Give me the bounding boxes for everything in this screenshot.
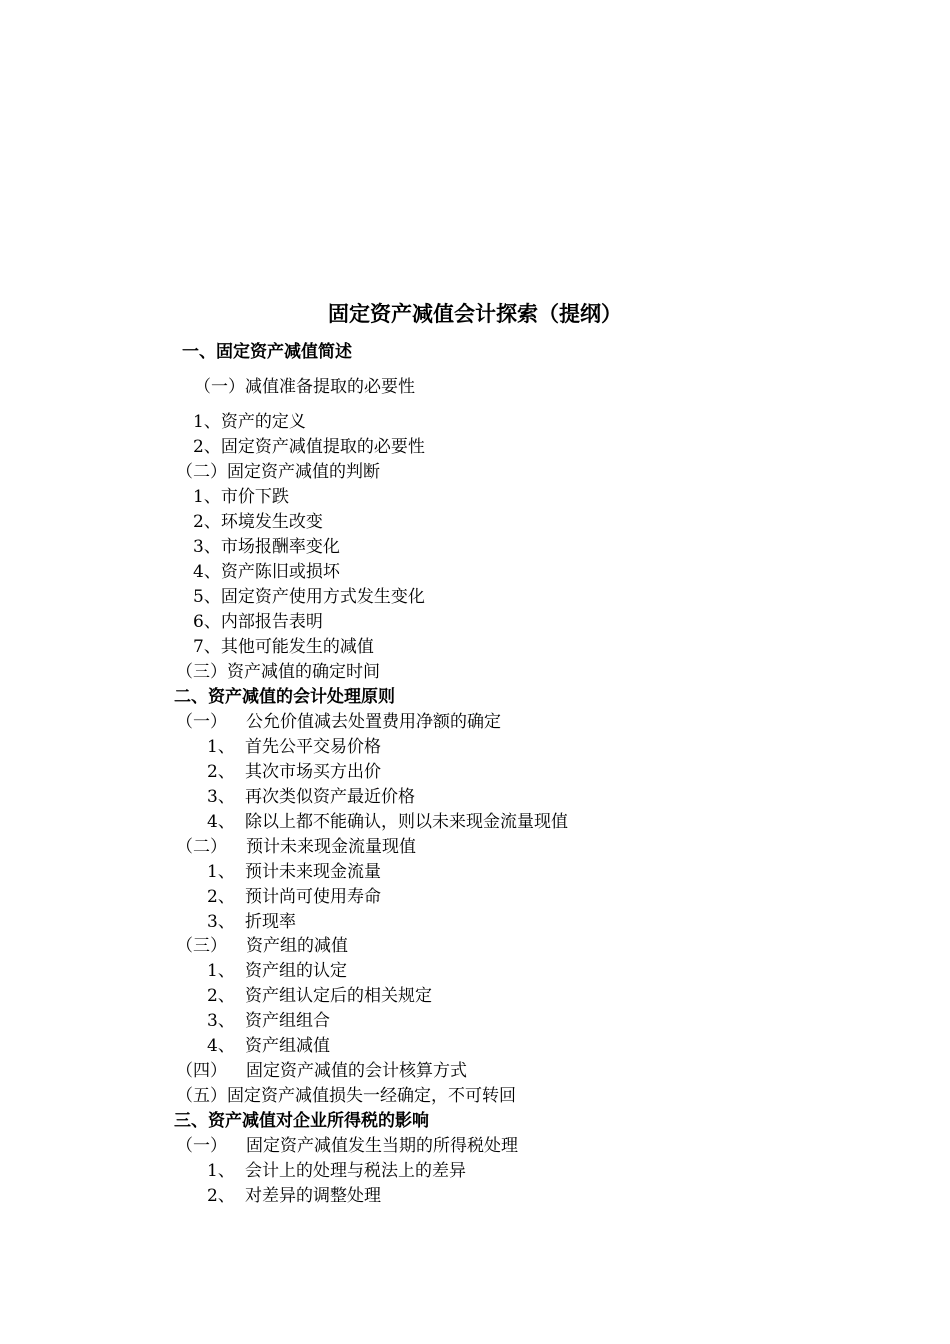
section-2-sub-3-item xyxy=(207,1009,330,1033)
section-1-heading: 一、固定资产减值简述 xyxy=(182,342,352,362)
item-text: 首先公平交易价格 xyxy=(245,737,381,757)
item-number: 2、 xyxy=(207,1186,235,1206)
section-1-sub-1-item: 2、固定资产减值提取的必要性 xyxy=(193,437,425,457)
section-2-sub-3 xyxy=(176,934,348,958)
sub-number: （三） xyxy=(176,936,227,956)
item-number: 1、 xyxy=(207,737,235,757)
item-text: 其次市场买方出价 xyxy=(245,762,381,782)
item-number: 2、 xyxy=(207,762,235,782)
item-number: 2、 xyxy=(207,887,235,907)
sub-number: （四） xyxy=(176,1061,227,1081)
section-2-heading: 二、资产减值的会计处理原则 xyxy=(174,687,395,707)
item-number: 4、 xyxy=(207,812,235,832)
section-2-sub-2-item xyxy=(207,860,381,884)
item-number: 3、 xyxy=(207,912,235,932)
item-text: 会计上的处理与税法上的差异 xyxy=(245,1161,466,1181)
section-2-sub-1-item xyxy=(207,735,381,759)
item-text: 再次类似资产最近价格 xyxy=(245,787,415,807)
item-text: 除以上都不能确认，则以未来现金流量现值 xyxy=(245,812,568,832)
sub-number: （一） xyxy=(176,1136,227,1156)
item-text: 预计尚可使用寿命 xyxy=(245,887,381,907)
sub-text: 公允价值减去处置费用净额的确定 xyxy=(246,712,501,732)
item-number: 1、 xyxy=(207,1161,235,1181)
section-1-sub-2-item: 4、资产陈旧或损坏 xyxy=(193,562,340,582)
item-text: 资产组减值 xyxy=(245,1036,330,1056)
item-number: 3、 xyxy=(207,787,235,807)
section-2-sub-2-item xyxy=(207,910,296,934)
sub-text: 资产组的减值 xyxy=(246,936,348,956)
item-text: 折现率 xyxy=(245,912,296,932)
document-title: 固定资产减值会计探索（提纲） xyxy=(328,301,622,326)
item-number: 2、 xyxy=(207,986,235,1006)
sub-number: （二） xyxy=(176,837,227,857)
section-1-sub-2: （二）固定资产减值的判断 xyxy=(176,462,380,482)
item-number: 1、 xyxy=(207,862,235,882)
section-1-sub-1-item: 1、资产的定义 xyxy=(193,412,306,432)
section-2-sub-2 xyxy=(176,835,416,859)
sub-text: 预计未来现金流量现值 xyxy=(246,837,416,857)
section-1-sub-2-item: 3、市场报酬率变化 xyxy=(193,537,340,557)
section-2-sub-1-item xyxy=(207,810,568,834)
section-1-sub-2-item: 5、固定资产使用方式发生变化 xyxy=(193,587,425,607)
item-text: 资产组组合 xyxy=(245,1011,330,1031)
section-1-sub-2-item: 2、环境发生改变 xyxy=(193,512,323,532)
section-1-sub-2-item: 1、市价下跌 xyxy=(193,487,289,507)
sub-text: 固定资产减值的会计核算方式 xyxy=(246,1061,467,1081)
section-3-sub-1-item xyxy=(207,1159,466,1183)
section-2-sub-1-item xyxy=(207,785,415,809)
section-1-sub-3: （三）资产减值的确定时间 xyxy=(176,662,380,682)
section-2-sub-3-item xyxy=(207,984,432,1008)
item-text: 资产组的认定 xyxy=(245,961,347,981)
item-text: 资产组认定后的相关规定 xyxy=(245,986,432,1006)
sub-text: 固定资产减值发生当期的所得税处理 xyxy=(246,1136,518,1156)
item-number: 3、 xyxy=(207,1011,235,1031)
section-2-sub-1-item xyxy=(207,760,381,784)
item-number: 4、 xyxy=(207,1036,235,1056)
item-text: 对差异的调整处理 xyxy=(245,1186,381,1206)
section-1-sub-1: （一）减值准备提取的必要性 xyxy=(194,377,415,397)
section-2-sub-1 xyxy=(176,710,501,734)
item-text: 预计未来现金流量 xyxy=(245,862,381,882)
sub-number: （一） xyxy=(176,712,227,732)
section-1-sub-2-item: 6、内部报告表明 xyxy=(193,612,323,632)
section-2-sub-3-item xyxy=(207,1034,330,1058)
section-1-sub-2-item: 7、其他可能发生的减值 xyxy=(193,637,374,657)
section-2-sub-5: （五）固定资产减值损失一经确定，不可转回 xyxy=(176,1086,516,1106)
section-3-heading: 三、资产减值对企业所得税的影响 xyxy=(174,1111,429,1131)
section-2-sub-4 xyxy=(176,1059,467,1083)
item-number: 1、 xyxy=(207,961,235,981)
section-3-sub-1-item xyxy=(207,1184,381,1208)
section-2-sub-3-item xyxy=(207,959,347,983)
section-3-sub-1 xyxy=(176,1134,518,1158)
section-2-sub-2-item xyxy=(207,885,381,909)
